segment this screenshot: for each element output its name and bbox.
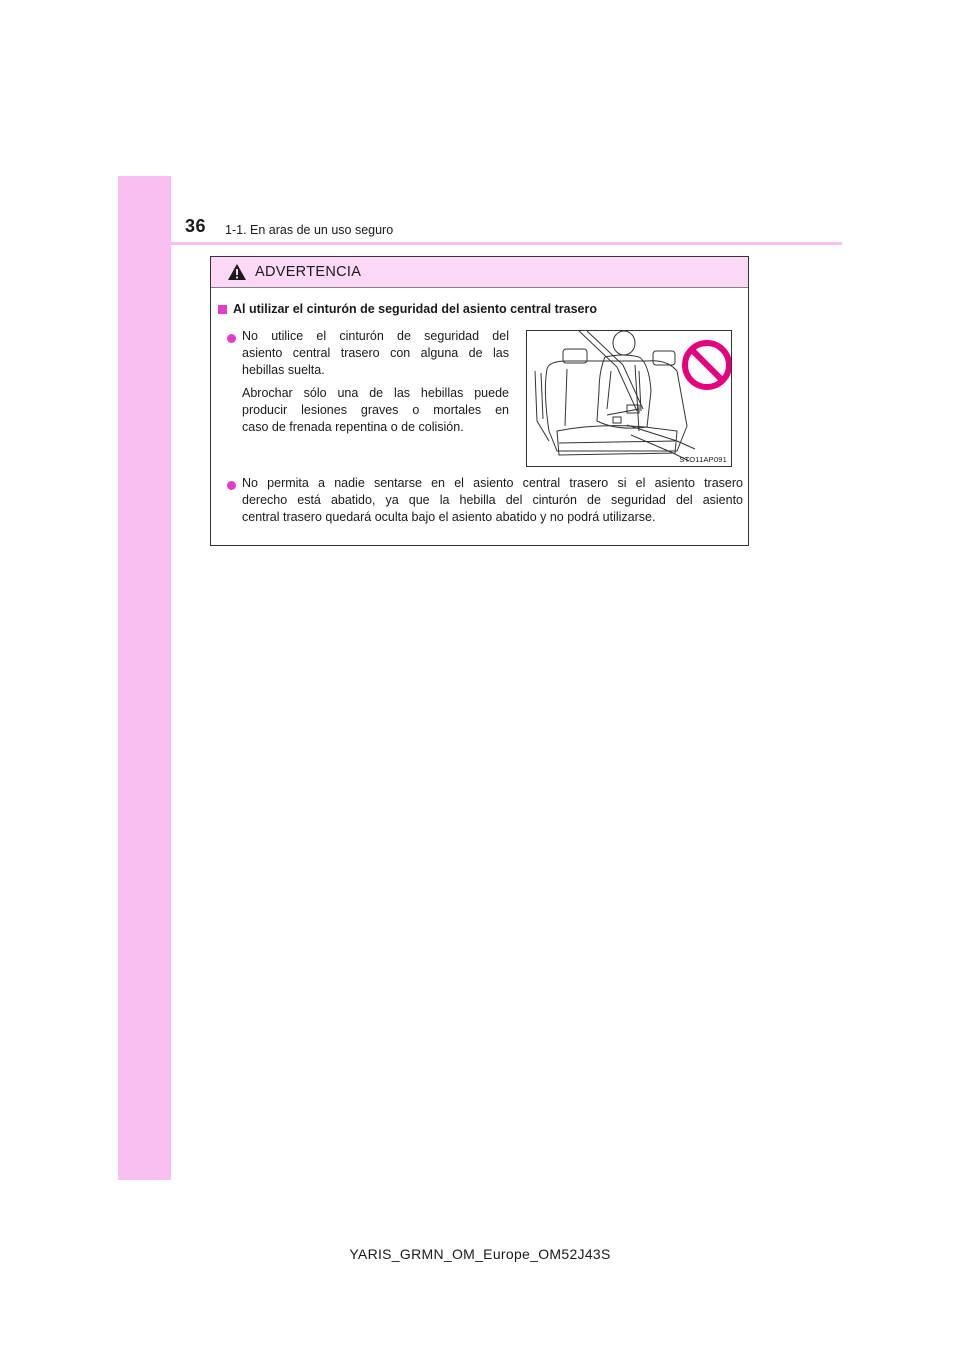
warning-label: ADVERTENCIA (255, 264, 362, 280)
bullet1-paragraph1 (242, 328, 509, 379)
text-line: Abrochar sólo una de las hebillas puede (242, 386, 509, 400)
subheading-text: Al utilizar el cinturón de seguridad del asiento central trasero (233, 302, 597, 316)
section-title: 1-1. En aras de un uso seguro (225, 223, 394, 237)
text-line: hebillas suelta. (242, 363, 325, 377)
warning-triangle-icon (227, 263, 247, 286)
text-line: No permita a nadie sentarse en el asiento central trasero si el asiento trasero (242, 476, 743, 490)
footer-doc-code: YARIS_GRMN_OM_Europe_OM52J43S (349, 1246, 611, 1262)
illustration-code: STO11AP091 (679, 455, 727, 464)
page-number: 36 (185, 216, 207, 236)
rear-seat-drawing (527, 331, 731, 466)
warning-header (211, 257, 748, 288)
text-line: central trasero quedará oculta bajo el asiento abatido y no podrá utilizarse. (242, 510, 656, 524)
prohibition-icon (685, 343, 729, 387)
header-rule (118, 242, 842, 245)
bullet1-paragraph2 (242, 385, 509, 436)
text-line: derecho está abatido, ya que la hebilla del cinturón de seguridad del asiento (242, 493, 743, 507)
circle-bullet-icon (227, 481, 236, 490)
subheading (218, 302, 597, 316)
bullet2-paragraph (242, 475, 743, 526)
text-line: asiento central trasero con alguna de las (242, 346, 509, 360)
square-bullet-icon (218, 305, 227, 314)
warning-box (210, 256, 749, 546)
seatbelt-illustration (526, 330, 732, 467)
text-line: caso de frenada repentina o de colisión. (242, 420, 464, 434)
side-tab (118, 176, 171, 1180)
circle-bullet-icon (227, 334, 236, 343)
text-line: producir lesiones graves o mortales en (242, 403, 509, 417)
text-line: No utilice el cinturón de seguridad del (242, 329, 509, 343)
